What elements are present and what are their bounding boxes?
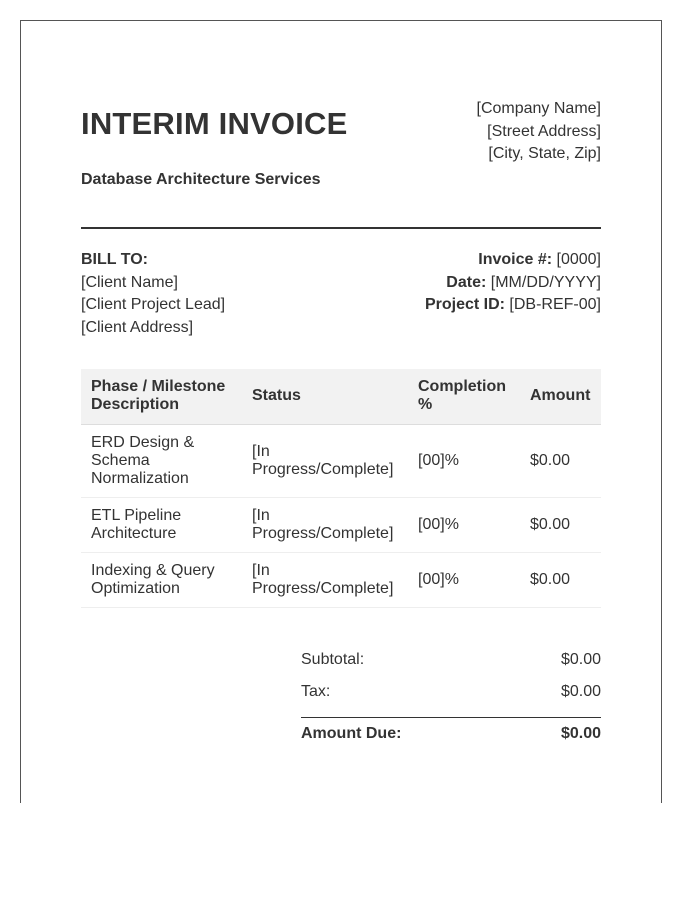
- invoice-title: INTERIM INVOICE: [81, 106, 348, 141]
- table-row: [81, 425, 601, 498]
- tax-label: Tax:: [301, 683, 331, 700]
- client-address: [Client Address]: [81, 318, 194, 336]
- project-id-value: [DB-REF-00]: [509, 296, 601, 313]
- invoice-number-line: [425, 249, 601, 272]
- table-header-row: [81, 369, 601, 425]
- project-id-label: Project ID:: [424, 296, 505, 313]
- subtotal-value: $0.00: [560, 651, 601, 668]
- invoice-page: [20, 20, 662, 803]
- column-header-description: Phase / Milestone Description: [81, 369, 242, 425]
- milestone-amount: $0.00: [520, 498, 601, 553]
- invoice-date-line: [425, 272, 601, 295]
- project-id-line: [425, 294, 601, 317]
- table-row: [81, 498, 601, 553]
- milestone-status: [In Progress/Complete]: [242, 553, 408, 608]
- milestone-completion: [00]%: [408, 553, 520, 608]
- company-city: [City, State, Zip]: [488, 145, 601, 162]
- subtotal-label: Subtotal:: [301, 651, 365, 668]
- amount-due-value: $0.00: [560, 725, 601, 742]
- milestone-table: [81, 369, 601, 608]
- invoice-meta-block: [425, 249, 601, 317]
- amount-due-label: Amount Due:: [301, 725, 402, 742]
- milestone-status: [In Progress/Complete]: [242, 425, 408, 498]
- table-row: [81, 553, 601, 608]
- client-project-lead: [Client Project Lead]: [81, 296, 226, 313]
- milestone-description: ETL Pipeline Architecture: [81, 498, 242, 553]
- company-name: [Company Name]: [476, 100, 601, 117]
- client-name: [Client Name]: [81, 273, 178, 291]
- column-header-amount: Amount: [520, 369, 601, 425]
- company-address-block: [477, 98, 602, 166]
- column-header-completion: Completion %: [408, 369, 520, 425]
- invoice-subtitle: Database Architecture Services: [81, 171, 321, 188]
- totals-block: [301, 647, 601, 753]
- tax-row: [301, 679, 601, 711]
- tax-value: $0.00: [560, 683, 601, 700]
- invoice-number-value: [0000]: [556, 251, 601, 268]
- milestone-completion: [00]%: [408, 425, 520, 498]
- bill-to-label: BILL TO:: [81, 251, 148, 268]
- invoice-date-label: Date:: [446, 273, 487, 291]
- milestone-amount: $0.00: [520, 553, 601, 608]
- invoice-number-label: Invoice #:: [478, 251, 553, 268]
- milestone-description: Indexing & Query Optimization: [81, 553, 242, 608]
- subtotal-row: [301, 647, 601, 679]
- bill-to-block: [81, 249, 225, 339]
- column-header-status: Status: [242, 369, 408, 425]
- milestone-amount: $0.00: [520, 425, 601, 498]
- header-divider: [81, 227, 601, 229]
- amount-due-row: [301, 717, 601, 753]
- company-street: [Street Address]: [487, 122, 601, 140]
- milestone-status: [In Progress/Complete]: [242, 498, 408, 553]
- milestone-completion: [00]%: [408, 498, 520, 553]
- invoice-date-value: [MM/DD/YYYY]: [490, 273, 601, 291]
- milestone-description: ERD Design & Schema Normalization: [81, 425, 242, 498]
